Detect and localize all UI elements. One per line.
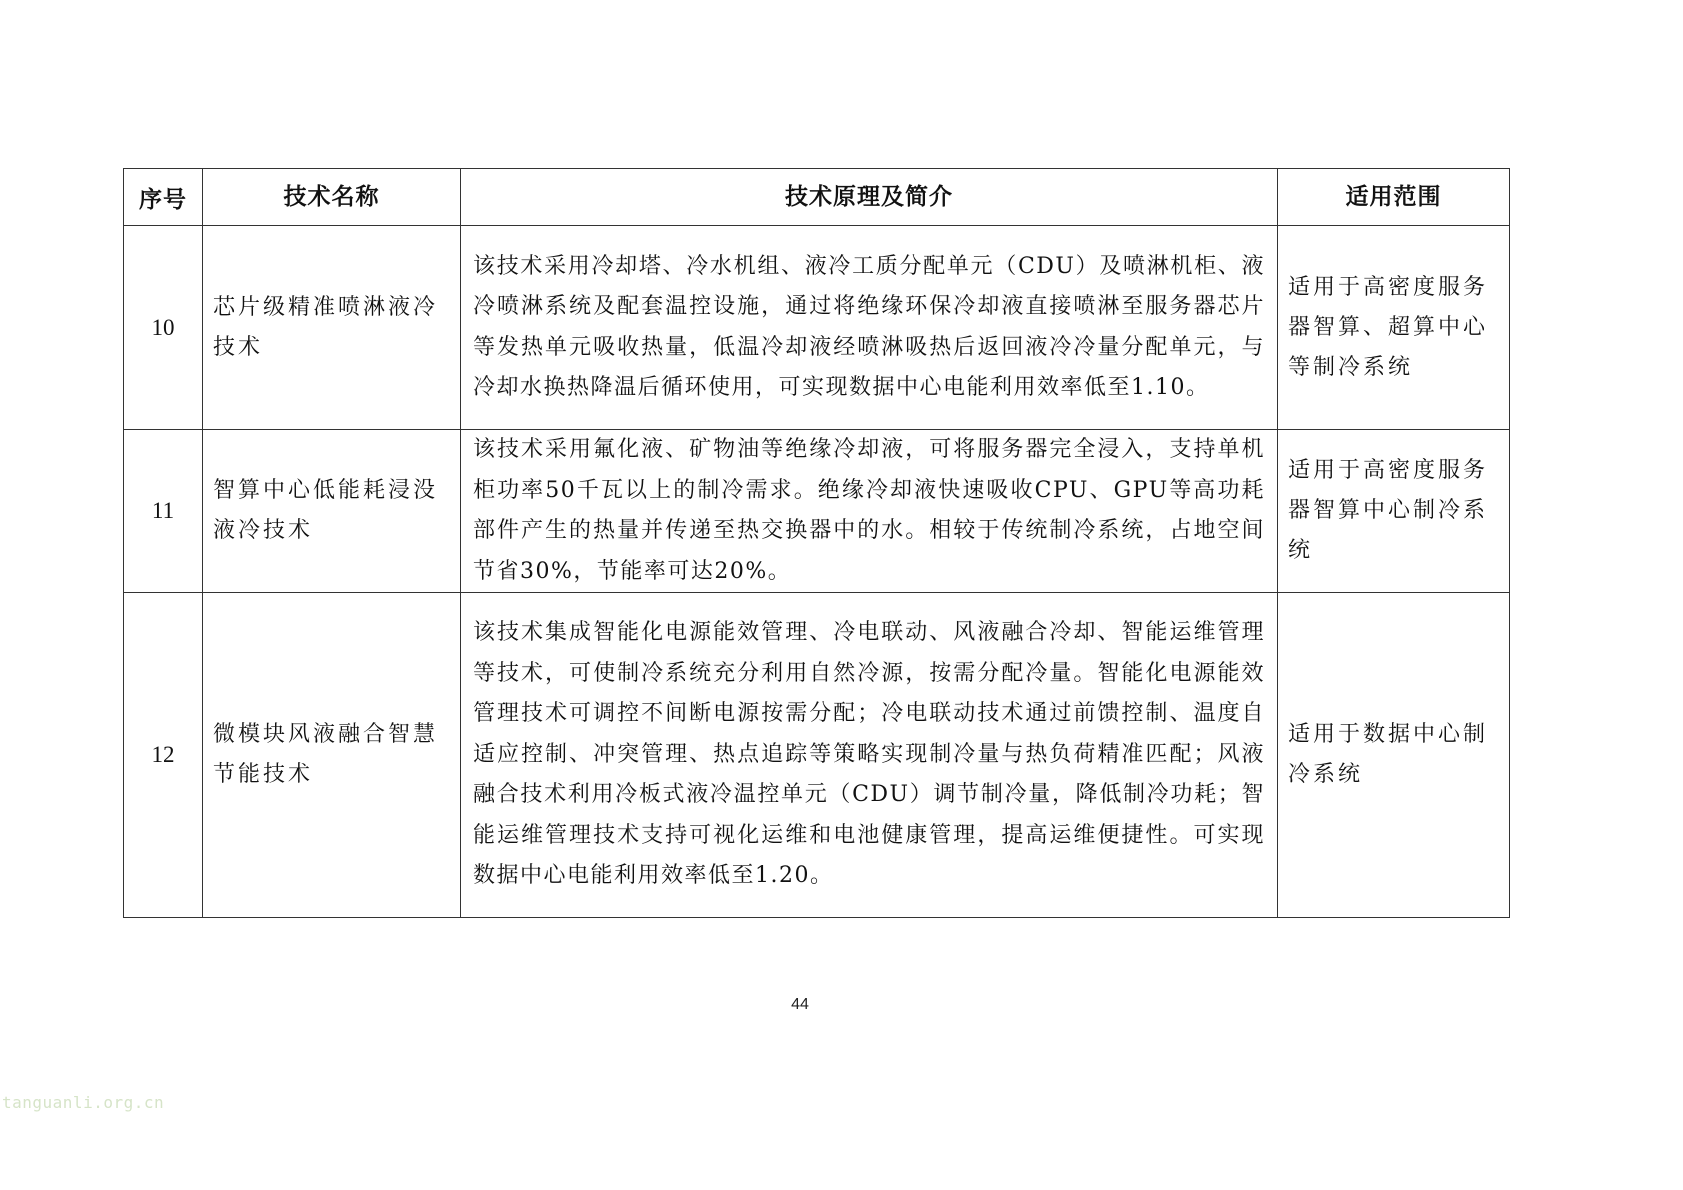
- cell-technology-name: 智算中心低能耗浸没液冷技术: [203, 430, 461, 593]
- table-header-row: [124, 169, 1510, 226]
- cell-serial-number: 10: [124, 226, 203, 430]
- header-applicable-scope: 适用范围: [1278, 169, 1510, 226]
- page-number: 44: [791, 996, 809, 1013]
- cell-serial-number: 12: [124, 593, 203, 918]
- cell-principle-description: 该技术采用氟化液、矿物油等绝缘冷却液，可将服务器完全浸入，支持单机柜功率50千瓦以上的制冷需求。绝缘冷却液快速吸收CPU、GPU等高功耗部件产生的热量并传递至热交换器中的水。相较于传统制冷系统，占地空间节省30%，节能率可达20%。: [461, 430, 1278, 593]
- cell-principle-description: 该技术集成智能化电源能效管理、冷电联动、风液融合冷却、智能运维管理等技术，可使制冷系统充分利用自然冷源，按需分配冷量。智能化电源能效管理技术可调控不间断电源按需分配；冷电联动技术通过前馈控制、温度自适应控制、冲突管理、热点追踪等策略实现制冷量与热负荷精准匹配；风液融合技术利用冷板式液冷温控单元（CDU）调节制冷量，降低制冷功耗；智能运维管理技术支持可视化运维和电池健康管理，提高运维便捷性。可实现数据中心电能利用效率低至1.20。: [461, 593, 1278, 918]
- cell-applicable-scope: 适用于高密度服务器智算、超算中心等制冷系统: [1278, 226, 1510, 430]
- cell-applicable-scope: 适用于高密度服务器智算中心制冷系统: [1278, 430, 1510, 593]
- technology-table: [123, 168, 1510, 918]
- table-row: [124, 226, 1510, 430]
- watermark: tanguanli.org.cn: [2, 1093, 165, 1112]
- header-principle-description: 技术原理及简介: [461, 169, 1278, 226]
- cell-technology-name: 微模块风液融合智慧节能技术: [203, 593, 461, 918]
- header-technology-name: 技术名称: [203, 169, 461, 226]
- cell-technology-name: 芯片级精准喷淋液冷技术: [203, 226, 461, 430]
- header-serial-number: 序号: [124, 169, 203, 226]
- table-row: [124, 430, 1510, 593]
- table-row: [124, 593, 1510, 918]
- cell-applicable-scope: 适用于数据中心制冷系统: [1278, 593, 1510, 918]
- cell-serial-number: 11: [124, 430, 203, 593]
- cell-principle-description: 该技术采用冷却塔、冷水机组、液冷工质分配单元（CDU）及喷淋机柜、液冷喷淋系统及配套温控设施，通过将绝缘环保冷却液直接喷淋至服务器芯片等发热单元吸收热量，低温冷却液经喷淋吸热后返回液冷冷量分配单元，与冷却水换热降温后循环使用，可实现数据中心电能利用效率低至1.10。: [461, 226, 1278, 430]
